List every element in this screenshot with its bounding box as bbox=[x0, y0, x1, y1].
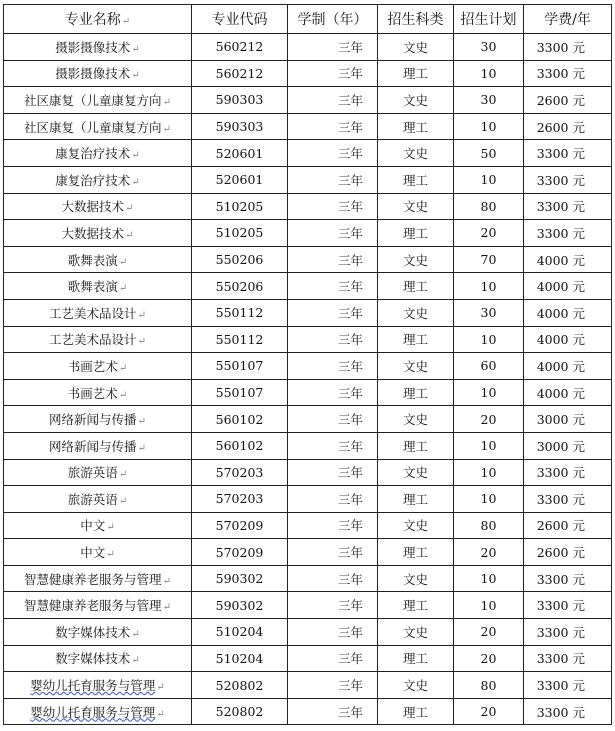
major-name-cell bbox=[4, 113, 192, 140]
major-name-cell bbox=[4, 299, 192, 326]
major-name-cell bbox=[4, 353, 192, 380]
major-name-cell bbox=[4, 87, 192, 114]
major-name-text: 旅游英语 bbox=[67, 491, 118, 507]
plan-cell: 30 bbox=[454, 87, 524, 114]
paragraph-mark-icon: ↵ bbox=[131, 43, 140, 55]
table-row bbox=[4, 193, 612, 220]
category-cell: 理工 bbox=[378, 486, 454, 513]
paragraph-mark-icon: ↵ bbox=[137, 309, 146, 321]
tuition-cell: 2600 元 bbox=[524, 87, 612, 114]
major-name-cell bbox=[4, 166, 192, 193]
major-code-cell: 510205 bbox=[192, 193, 288, 220]
duration-cell: 三年 bbox=[288, 672, 378, 699]
major-code-cell: 520601 bbox=[192, 166, 288, 193]
tuition-cell: 3300 元 bbox=[524, 565, 612, 592]
major-name-cell bbox=[4, 34, 192, 61]
major-code-cell: 570203 bbox=[192, 486, 288, 513]
table-row bbox=[4, 87, 612, 114]
duration-cell: 三年 bbox=[288, 406, 378, 433]
tuition-cell: 3300 元 bbox=[524, 592, 612, 619]
duration-cell: 三年 bbox=[288, 459, 378, 486]
major-name-cell bbox=[4, 672, 192, 699]
duration-cell: 三年 bbox=[288, 512, 378, 539]
tuition-cell: 3300 元 bbox=[524, 166, 612, 193]
plan-cell: 10 bbox=[454, 166, 524, 193]
major-code-cell: 550206 bbox=[192, 273, 288, 300]
plan-cell: 70 bbox=[454, 246, 524, 273]
header-duration: 学制（年） bbox=[288, 5, 378, 34]
major-name-text: 康复治疗技术 bbox=[55, 172, 131, 188]
category-cell: 理工 bbox=[378, 592, 454, 619]
paragraph-mark-icon: ↵ bbox=[125, 229, 134, 241]
category-cell: 文史 bbox=[378, 193, 454, 220]
major-name-text: 书画艺术 bbox=[67, 358, 118, 374]
category-cell: 理工 bbox=[378, 379, 454, 406]
major-code-cell: 590302 bbox=[192, 565, 288, 592]
enrollment-table-container bbox=[3, 4, 611, 725]
tuition-cell: 3300 元 bbox=[524, 672, 612, 699]
category-cell: 理工 bbox=[378, 273, 454, 300]
major-name-text: 数字媒体技术 bbox=[55, 624, 131, 640]
plan-cell: 10 bbox=[454, 273, 524, 300]
major-code-cell: 560102 bbox=[192, 406, 288, 433]
major-name-text: 工艺美术品设计 bbox=[49, 332, 137, 348]
major-name-cell bbox=[4, 539, 192, 566]
header-category: 招生科类 bbox=[378, 5, 454, 34]
paragraph-mark-icon: ↵ bbox=[118, 495, 128, 507]
major-name-text: 歌舞表演 bbox=[67, 279, 118, 295]
category-cell: 理工 bbox=[378, 220, 454, 247]
paragraph-mark-icon: ↵ bbox=[137, 442, 146, 454]
category-cell: 文史 bbox=[378, 406, 454, 433]
plan-cell: 10 bbox=[454, 432, 524, 459]
category-cell: 理工 bbox=[378, 432, 454, 459]
category-cell: 理工 bbox=[378, 645, 454, 672]
table-row bbox=[4, 539, 612, 566]
duration-cell: 三年 bbox=[288, 113, 378, 140]
duration-cell: 三年 bbox=[288, 166, 378, 193]
table-row bbox=[4, 299, 612, 326]
major-name-cell bbox=[4, 379, 192, 406]
duration-cell: 三年 bbox=[288, 645, 378, 672]
tuition-cell: 4000 元 bbox=[524, 246, 612, 273]
major-code-cell: 550107 bbox=[192, 379, 288, 406]
table-row bbox=[4, 34, 612, 61]
duration-cell: 三年 bbox=[288, 87, 378, 114]
table-row bbox=[4, 113, 612, 140]
table-row bbox=[4, 698, 612, 725]
tuition-cell: 3300 元 bbox=[524, 140, 612, 167]
duration-cell: 三年 bbox=[288, 60, 378, 87]
major-name-cell bbox=[4, 246, 192, 273]
category-cell: 文史 bbox=[378, 619, 454, 646]
tuition-cell: 3300 元 bbox=[524, 459, 612, 486]
major-name-text: 中文 bbox=[80, 518, 106, 534]
table-row bbox=[4, 140, 612, 167]
major-name-cell bbox=[4, 459, 192, 486]
tuition-cell: 3000 元 bbox=[524, 432, 612, 459]
table-row bbox=[4, 486, 612, 513]
major-name-cell bbox=[4, 565, 192, 592]
major-name-text: 旅游英语 bbox=[67, 465, 118, 481]
major-code-cell: 560212 bbox=[192, 60, 288, 87]
duration-cell: 三年 bbox=[288, 193, 378, 220]
major-code-cell: 590302 bbox=[192, 592, 288, 619]
major-code-cell: 510204 bbox=[192, 645, 288, 672]
major-code-cell: 510205 bbox=[192, 220, 288, 247]
major-name-text: 智慧健康养老服务与管理 bbox=[24, 598, 162, 614]
plan-cell: 30 bbox=[454, 34, 524, 61]
tuition-cell: 3000 元 bbox=[524, 406, 612, 433]
tuition-cell: 4000 元 bbox=[524, 326, 612, 353]
major-name-text: 书画艺术 bbox=[67, 385, 118, 401]
major-name-cell bbox=[4, 220, 192, 247]
major-code-cell: 570203 bbox=[192, 459, 288, 486]
category-cell: 理工 bbox=[378, 326, 454, 353]
major-name-text: 摄影摄像技术 bbox=[55, 39, 131, 55]
plan-cell: 80 bbox=[454, 672, 524, 699]
header-major-code: 专业代码 bbox=[192, 5, 288, 34]
major-code-cell: 550206 bbox=[192, 246, 288, 273]
major-name-text: 社区康复（儿童康复方向 bbox=[24, 119, 162, 135]
category-cell: 文史 bbox=[378, 299, 454, 326]
plan-cell: 30 bbox=[454, 299, 524, 326]
plan-cell: 50 bbox=[454, 140, 524, 167]
table-row bbox=[4, 512, 612, 539]
paragraph-mark-icon: ↵ bbox=[125, 203, 134, 215]
category-cell: 文史 bbox=[378, 512, 454, 539]
category-cell: 文史 bbox=[378, 565, 454, 592]
major-name-cell bbox=[4, 326, 192, 353]
table-row bbox=[4, 672, 612, 699]
plan-cell: 20 bbox=[454, 406, 524, 433]
plan-cell: 60 bbox=[454, 353, 524, 380]
major-name-cell bbox=[4, 60, 192, 87]
header-major-name: 专业名称↵ bbox=[4, 5, 192, 34]
plan-cell: 10 bbox=[454, 326, 524, 353]
major-code-cell: 510204 bbox=[192, 619, 288, 646]
tuition-cell: 2600 元 bbox=[524, 512, 612, 539]
duration-cell: 三年 bbox=[288, 299, 378, 326]
table-row bbox=[4, 565, 612, 592]
paragraph-mark-icon: ↵ bbox=[156, 708, 165, 720]
paragraph-mark-icon: ↵ bbox=[156, 682, 165, 694]
table-row bbox=[4, 379, 612, 406]
major-name-text: 婴幼儿托育服务与管理 bbox=[30, 678, 156, 694]
plan-cell: 10 bbox=[454, 379, 524, 406]
paragraph-mark-icon: ↵ bbox=[131, 70, 140, 82]
major-code-cell: 520802 bbox=[192, 672, 288, 699]
duration-cell: 三年 bbox=[288, 273, 378, 300]
plan-cell: 20 bbox=[454, 698, 524, 725]
major-name-cell bbox=[4, 592, 192, 619]
duration-cell: 三年 bbox=[288, 486, 378, 513]
table-row bbox=[4, 619, 612, 646]
plan-cell: 20 bbox=[454, 645, 524, 672]
plan-cell: 20 bbox=[454, 220, 524, 247]
category-cell: 文史 bbox=[378, 353, 454, 380]
table-row bbox=[4, 166, 612, 193]
major-name-cell bbox=[4, 406, 192, 433]
table-row bbox=[4, 60, 612, 87]
tuition-cell: 3300 元 bbox=[524, 619, 612, 646]
paragraph-mark-icon: ↵ bbox=[118, 256, 128, 268]
enrollment-table bbox=[3, 4, 612, 725]
paragraph-mark-icon: ↵ bbox=[118, 283, 128, 295]
table-row bbox=[4, 459, 612, 486]
plan-cell: 80 bbox=[454, 512, 524, 539]
tuition-cell: 2600 元 bbox=[524, 113, 612, 140]
tuition-cell: 3300 元 bbox=[524, 193, 612, 220]
category-cell: 文史 bbox=[378, 672, 454, 699]
paragraph-mark-icon: ↵ bbox=[118, 362, 128, 374]
table-row bbox=[4, 592, 612, 619]
major-name-text: 工艺美术品设计 bbox=[49, 305, 137, 321]
tuition-cell: 4000 元 bbox=[524, 273, 612, 300]
major-name-cell bbox=[4, 645, 192, 672]
table-row bbox=[4, 406, 612, 433]
tuition-cell: 4000 元 bbox=[524, 299, 612, 326]
table-row bbox=[4, 273, 612, 300]
table-row bbox=[4, 326, 612, 353]
plan-cell: 10 bbox=[454, 592, 524, 619]
duration-cell: 三年 bbox=[288, 698, 378, 725]
category-cell: 理工 bbox=[378, 698, 454, 725]
duration-cell: 三年 bbox=[288, 246, 378, 273]
tuition-cell: 3300 元 bbox=[524, 60, 612, 87]
plan-cell: 20 bbox=[454, 539, 524, 566]
duration-cell: 三年 bbox=[288, 432, 378, 459]
duration-cell: 三年 bbox=[288, 565, 378, 592]
major-code-cell: 590303 bbox=[192, 87, 288, 114]
plan-cell: 20 bbox=[454, 619, 524, 646]
paragraph-mark-icon: ↵ bbox=[162, 575, 171, 587]
tuition-cell: 3300 元 bbox=[524, 220, 612, 247]
category-cell: 理工 bbox=[378, 166, 454, 193]
category-cell: 文史 bbox=[378, 34, 454, 61]
duration-cell: 三年 bbox=[288, 220, 378, 247]
major-name-cell bbox=[4, 193, 192, 220]
paragraph-mark-icon: ↵ bbox=[137, 336, 146, 348]
tuition-cell: 2600 元 bbox=[524, 539, 612, 566]
major-code-cell: 560102 bbox=[192, 432, 288, 459]
table-row bbox=[4, 645, 612, 672]
major-code-cell: 550112 bbox=[192, 326, 288, 353]
major-code-cell: 520601 bbox=[192, 140, 288, 167]
table-row bbox=[4, 353, 612, 380]
plan-cell: 10 bbox=[454, 486, 524, 513]
plan-cell: 80 bbox=[454, 193, 524, 220]
major-name-text: 婴幼儿托育服务与管理 bbox=[30, 704, 156, 720]
major-name-cell bbox=[4, 486, 192, 513]
duration-cell: 三年 bbox=[288, 353, 378, 380]
tuition-cell: 3300 元 bbox=[524, 34, 612, 61]
major-name-text: 社区康复（儿童康复方向 bbox=[24, 92, 162, 108]
major-name-cell bbox=[4, 512, 192, 539]
duration-cell: 三年 bbox=[288, 140, 378, 167]
major-name-cell bbox=[4, 432, 192, 459]
major-name-text: 数字媒体技术 bbox=[55, 651, 131, 667]
category-cell: 理工 bbox=[378, 60, 454, 87]
plan-cell: 10 bbox=[454, 113, 524, 140]
paragraph-mark-icon: ↵ bbox=[106, 549, 115, 561]
major-name-cell bbox=[4, 273, 192, 300]
major-name-cell bbox=[4, 698, 192, 725]
paragraph-mark-icon: ↵ bbox=[162, 602, 171, 614]
tuition-cell: 4000 元 bbox=[524, 353, 612, 380]
category-cell: 文史 bbox=[378, 140, 454, 167]
duration-cell: 三年 bbox=[288, 379, 378, 406]
duration-cell: 三年 bbox=[288, 592, 378, 619]
major-name-text: 智慧健康养老服务与管理 bbox=[24, 571, 162, 587]
major-code-cell: 570209 bbox=[192, 512, 288, 539]
tuition-cell: 4000 元 bbox=[524, 379, 612, 406]
table-body bbox=[4, 34, 612, 725]
paragraph-mark-icon: ↵ bbox=[118, 389, 128, 401]
category-cell: 文史 bbox=[378, 87, 454, 114]
duration-cell: 三年 bbox=[288, 619, 378, 646]
major-name-text: 大数据技术 bbox=[61, 199, 125, 215]
major-name-text: 歌舞表演 bbox=[67, 252, 118, 268]
tuition-cell: 3300 元 bbox=[524, 645, 612, 672]
plan-cell: 10 bbox=[454, 60, 524, 87]
major-name-text: 网络新闻与传播 bbox=[49, 412, 137, 428]
paragraph-mark-icon: ↵ bbox=[162, 96, 171, 108]
table-row bbox=[4, 432, 612, 459]
major-code-cell: 550112 bbox=[192, 299, 288, 326]
major-code-cell: 570209 bbox=[192, 539, 288, 566]
table-row bbox=[4, 246, 612, 273]
header-plan: 招生计划 bbox=[454, 5, 524, 34]
category-cell: 文史 bbox=[378, 246, 454, 273]
tuition-cell: 3300 元 bbox=[524, 698, 612, 725]
paragraph-mark-icon: ↵ bbox=[162, 123, 171, 135]
major-code-cell: 550107 bbox=[192, 353, 288, 380]
paragraph-mark-icon: ↵ bbox=[131, 150, 140, 162]
paragraph-mark-icon: ↵ bbox=[131, 655, 140, 667]
paragraph-mark-icon: ↵ bbox=[131, 176, 140, 188]
category-cell: 文史 bbox=[378, 459, 454, 486]
major-name-text: 网络新闻与传播 bbox=[49, 438, 137, 454]
major-name-text: 康复治疗技术 bbox=[55, 146, 131, 162]
duration-cell: 三年 bbox=[288, 539, 378, 566]
major-name-text: 大数据技术 bbox=[61, 225, 125, 241]
major-code-cell: 590303 bbox=[192, 113, 288, 140]
header-row bbox=[4, 5, 612, 34]
major-name-cell bbox=[4, 619, 192, 646]
major-name-text: 摄影摄像技术 bbox=[55, 66, 131, 82]
duration-cell: 三年 bbox=[288, 34, 378, 61]
paragraph-mark-icon: ↵ bbox=[131, 628, 140, 640]
major-code-cell: 560212 bbox=[192, 34, 288, 61]
plan-cell: 10 bbox=[454, 459, 524, 486]
table-row bbox=[4, 220, 612, 247]
paragraph-mark-icon: ↵ bbox=[118, 469, 128, 481]
tuition-cell: 3300 元 bbox=[524, 486, 612, 513]
major-name-text: 中文 bbox=[80, 545, 106, 561]
category-cell: 理工 bbox=[378, 113, 454, 140]
paragraph-mark-icon: ↵ bbox=[106, 522, 115, 534]
major-name-cell bbox=[4, 140, 192, 167]
header-tuition: 学费/年 bbox=[524, 5, 612, 34]
duration-cell: 三年 bbox=[288, 326, 378, 353]
major-code-cell: 520802 bbox=[192, 698, 288, 725]
paragraph-mark-icon: ↵ bbox=[137, 416, 146, 428]
category-cell: 理工 bbox=[378, 539, 454, 566]
plan-cell: 10 bbox=[454, 565, 524, 592]
